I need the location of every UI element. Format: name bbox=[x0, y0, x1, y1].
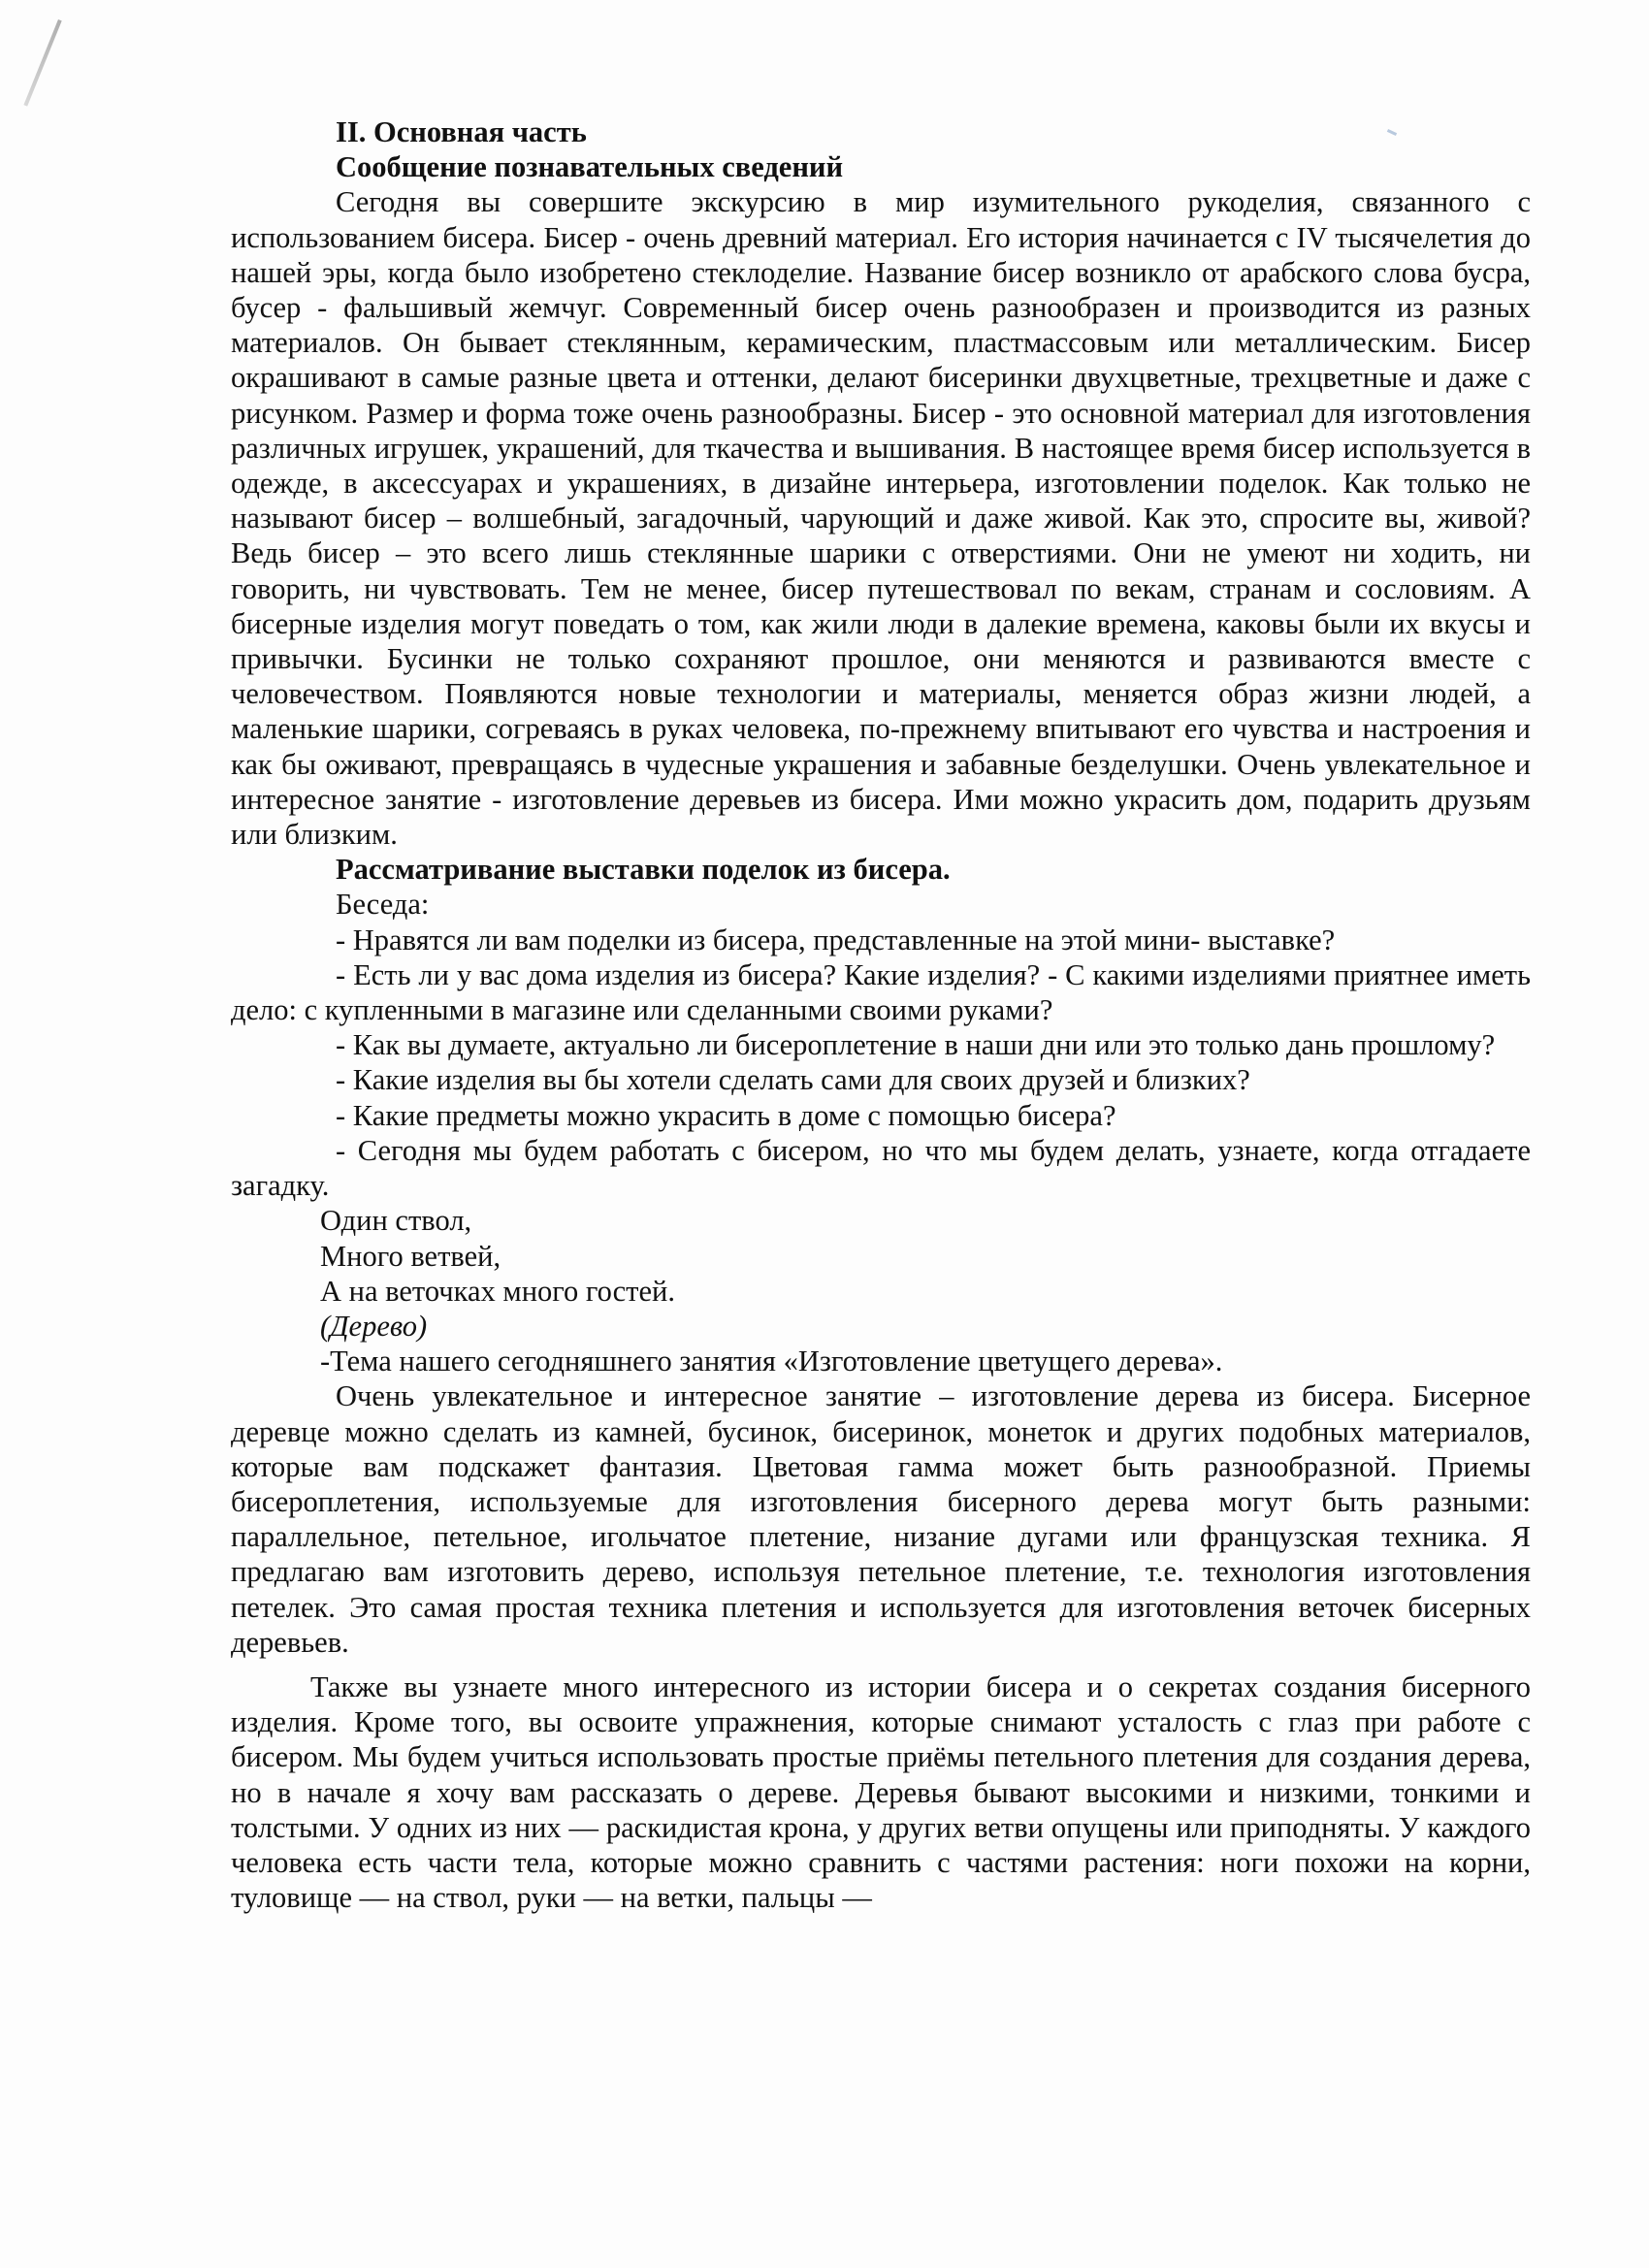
document-body bbox=[231, 114, 1531, 1915]
question-4: - Какие изделия вы бы хотели сделать сами для своих друзей и близких? bbox=[336, 1063, 1250, 1097]
tree-paragraph: Очень увлекательное и интересное занятие – изготовление дерева из бисера. Бисерное деревце можно сделать из камней, бусинок, бисеринок, монеток и других подобных материалов, которые вам подскажет фантазия. Цветовая гамма может быть разнообразной. Приемы бисероплетения, используемые для изготовления бисерного дерева могут быть разными: параллельное, петельное, игольчатое плетение, низание дугами или французская техника. Я предлагаю вам изготовить дерево, используя петельное плетение, т.е. технология изготовления петелек. Это самая простая техника плетения и используется для изготовления веточек бисерных деревьев. bbox=[231, 1379, 1531, 1659]
question-5: - Какие предметы можно украсить в доме с помощью бисера? bbox=[336, 1098, 1116, 1132]
question-6: - Сегодня мы будем работать с бисером, но что мы будем делать, узнаете, когда отгадаете загадку. bbox=[231, 1133, 1531, 1203]
exhibition-title: Рассматривание выставки поделок из бисера. bbox=[336, 853, 951, 887]
subsection-title: Сообщение познавательных сведений bbox=[336, 150, 844, 184]
question-1: - Нравятся ли вам поделки из бисера, представленные на этой мини- выставке? bbox=[336, 923, 1336, 956]
question-3: - Как вы думаете, актуально ли бисероплетение в наши дни или это только дань прошлому? bbox=[336, 1028, 1496, 1062]
section-title: II. Основная часть bbox=[336, 115, 587, 148]
riddle-answer: (Дерево) bbox=[320, 1309, 428, 1343]
intro-paragraph: Сегодня вы совершите экскурсию в мир изумительного рукоделия, связанного с использованием бисера. Бисер - очень древний материал. Его история начинается с IV тысячелетия до нашей эры, когда было изобретено стеклоделие. Название бисер возникло от арабского слова бусра, бусер - фальшивый жемчуг. Современный бисер очень разнообразен и производится из разных материалов. Он бывает стеклянным, керамическим, пластмассовым или металлическим. Бисер окрашивают в самые разные цвета и оттенки, делают бисеринки двухцветные, трехцветные и даже с рисунком. Размер и форма тоже очень разнообразны. Бисер - это основной материал для изготовления различных игрушек, украшений, для ткачества и вышивания. В настоящее время бисер используется в одежде, в аксессуарах и украшениях, в дизайне интерьера, изготовлении поделок. Как только не называют бисер – волшебный, загадочный, чарующий и даже живой. Как это, спросите вы, живой? Ведь бисер – это всего лишь стеклянные шарики с отверстиями. Они не умеют ни ходить, ни говорить, ни чувствовать. Тем не менее, бисер путешествовал по векам, странам и сословиям. А бисерные изделия могут поведать о том, как жили люди в далекие времена, каковы были их вкусы и привычки. Бусинки не только сохраняют прошлое, они меняются и развиваются вместе с человечеством. Появляются новые технологии и материалы, меняется образ жизни людей, а маленькие шарики, согреваясь в руках человека, по-прежнему впитывают его чувства и настроения и как бы оживают, превращаясь в чудесные украшения и забавные безделушки. Очень увлекательное и интересное занятие - изготовление деревьев из бисера. Ими можно украсить дом, подарить друзьям или близким. bbox=[231, 185, 1531, 852]
scan-mark bbox=[23, 19, 61, 107]
riddle-line-1: Один ствол, bbox=[320, 1204, 472, 1238]
riddle-line-2: Много ветвей, bbox=[320, 1239, 501, 1273]
topic-line: -Тема нашего сегодняшнего занятия «Изготовление цветущего дерева». bbox=[320, 1345, 1223, 1378]
question-2: - Есть ли у вас дома изделия из бисера? Какие изделия? - С какими изделиями приятнее иметь дело: с купленными в магазине или сделанными своими руками? bbox=[231, 957, 1531, 1027]
conversation-label: Беседа: bbox=[336, 888, 430, 922]
final-paragraph: Также вы узнаете много интересного из истории бисера и о секретах создания бисерного изделия. Кроме того, вы освоите упражнения, которые снимают усталость с глаз при работе с бисером. Мы будем учиться использовать простые приёмы петельного плетения для создания дерева, но в начале я хочу вам рассказать о дереве. Деревья бывают высокими и низкими, тонкими и толстыми. У одних из них — раскидистая крона, у других ветви опущены или приподняты. У каждого человека есть части тела, которые можно сравнить с частями растения: ноги похожи на корни, туловище — на ствол, руки — на ветки, пальцы — bbox=[231, 1669, 1531, 1915]
riddle-line-3: А на веточках много гостей. bbox=[320, 1274, 675, 1308]
